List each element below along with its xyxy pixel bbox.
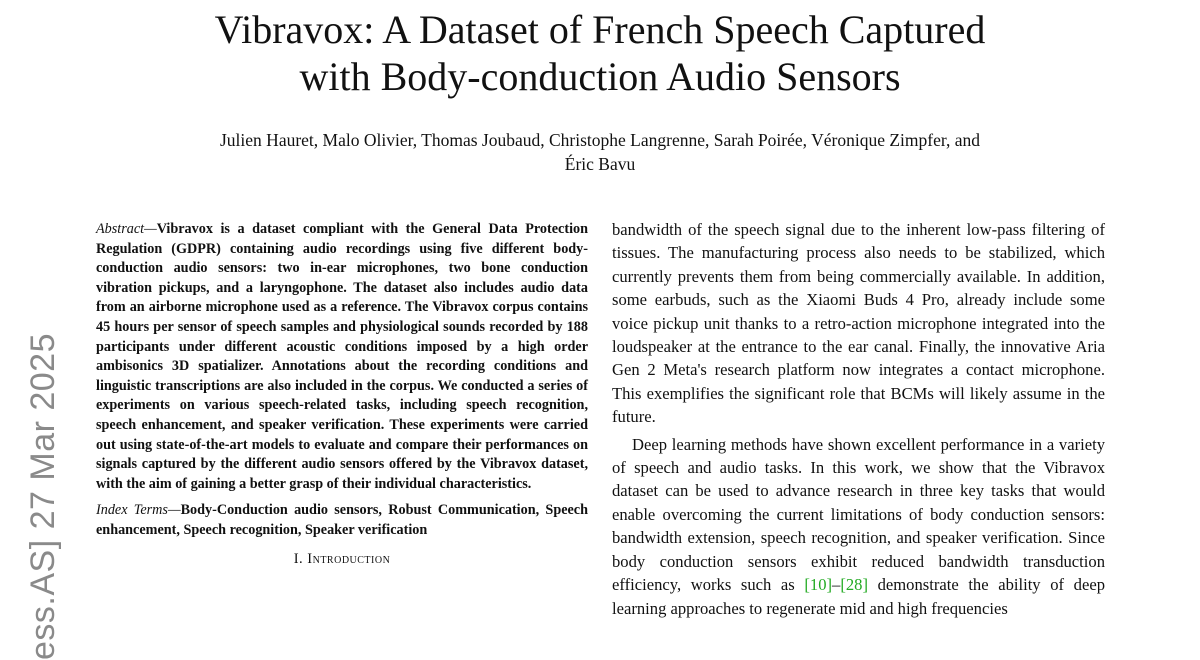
right-column	[612, 218, 1105, 620]
authors-line-2: Éric Bavu	[564, 154, 636, 174]
author-list	[0, 128, 1200, 176]
citation-link-28[interactable]: [28]	[840, 575, 868, 595]
index-terms	[96, 501, 588, 540]
title-line-2: with Body-conduction Audio Sensors	[299, 54, 901, 99]
index-terms-text: Body-Conduction audio sensors, Robust Communication, Speech enhancement, Speech recognition, Speaker verification	[96, 502, 588, 538]
arxiv-sidebar-stamp: ess.AS] 27 Mar 2025	[24, 332, 62, 660]
citation-link-10[interactable]: [10]	[804, 575, 833, 595]
abstract-text: Vibravox is a dataset compliant with the General Data Protection Regulation (GDPR) containing audio recordings using five different body-conduction audio sensors: two in-ear microphones, two bone conduction vibration pickups, and a laryngophone. The dataset also includes audio data from an airborne microphone used as a reference. The Vibravox corpus contains 45 hours per sensor of speech samples and physiological sounds recorded by 188 participants under different acoustic conditions imposed by a high order ambisonics 3D spatializer. Annotations about the recording conditions and linguistic transcriptions are also included in the corpus. We conducted a series of experiments on various speech-related tasks, including speech recognition, speech enhancement, and speaker verification. These experiments were carried out using state-of-the-art models to evaluate and compare their performances on signals captured by the different audio sensors offered by the Vibravox dataset, with the aim of gaining a better grasp of their individual characteristics.	[96, 221, 588, 492]
citation-range-dash: –	[832, 575, 841, 595]
left-column	[96, 220, 588, 569]
section-heading-introduction: I. Introduction	[293, 550, 391, 567]
abstract-label: Abstract—	[96, 221, 157, 237]
paragraph-2-text-a: Deep learning methods have shown excellent performance in a variety of speech and audio tasks. In this work, we show that the Vibravox dataset can be used to advance research in three key tasks that would enable overcoming the current limitations of body conduction sensors: bandwidth extension, speech recognition, and speaker verification. Since body conduction sensors exhibit reduced bandwidth transduction efficiency, works such as	[612, 434, 1105, 595]
title-line-1: Vibravox: A Dataset of French Speech Captured	[214, 7, 986, 52]
body-paragraph-2	[612, 433, 1105, 620]
authors-line-1: Julien Hauret, Malo Olivier, Thomas Joubaud, Christophe Langrenne, Sarah Poirée, Véronique Zimpfer, and	[220, 130, 980, 150]
abstract	[96, 220, 588, 494]
paper-title	[0, 6, 1200, 100]
body-paragraph-1: bandwidth of the speech signal due to the inherent low-pass filtering of tissues. The manufacturing process also needs to be stabilized, which currently prevents them from being commercially available. In addition, some earbuds, such as the Xiaomi Buds 4 Pro, already include some voice pickup unit thanks to a retro-action microphone integrated into the loudspeaker at the entrance to the ear canal. Finally, the innovative Aria Gen 2 Meta's research platform now integrates a contact microphone. This exemplifies the significant role that BCMs will likely assume in the future.	[612, 220, 1105, 427]
index-terms-label: Index Terms—	[96, 502, 181, 519]
paragraph-2-text-b: demonstrate the ability of deep learning approaches to regenerate mid and high frequencies	[612, 575, 1105, 618]
